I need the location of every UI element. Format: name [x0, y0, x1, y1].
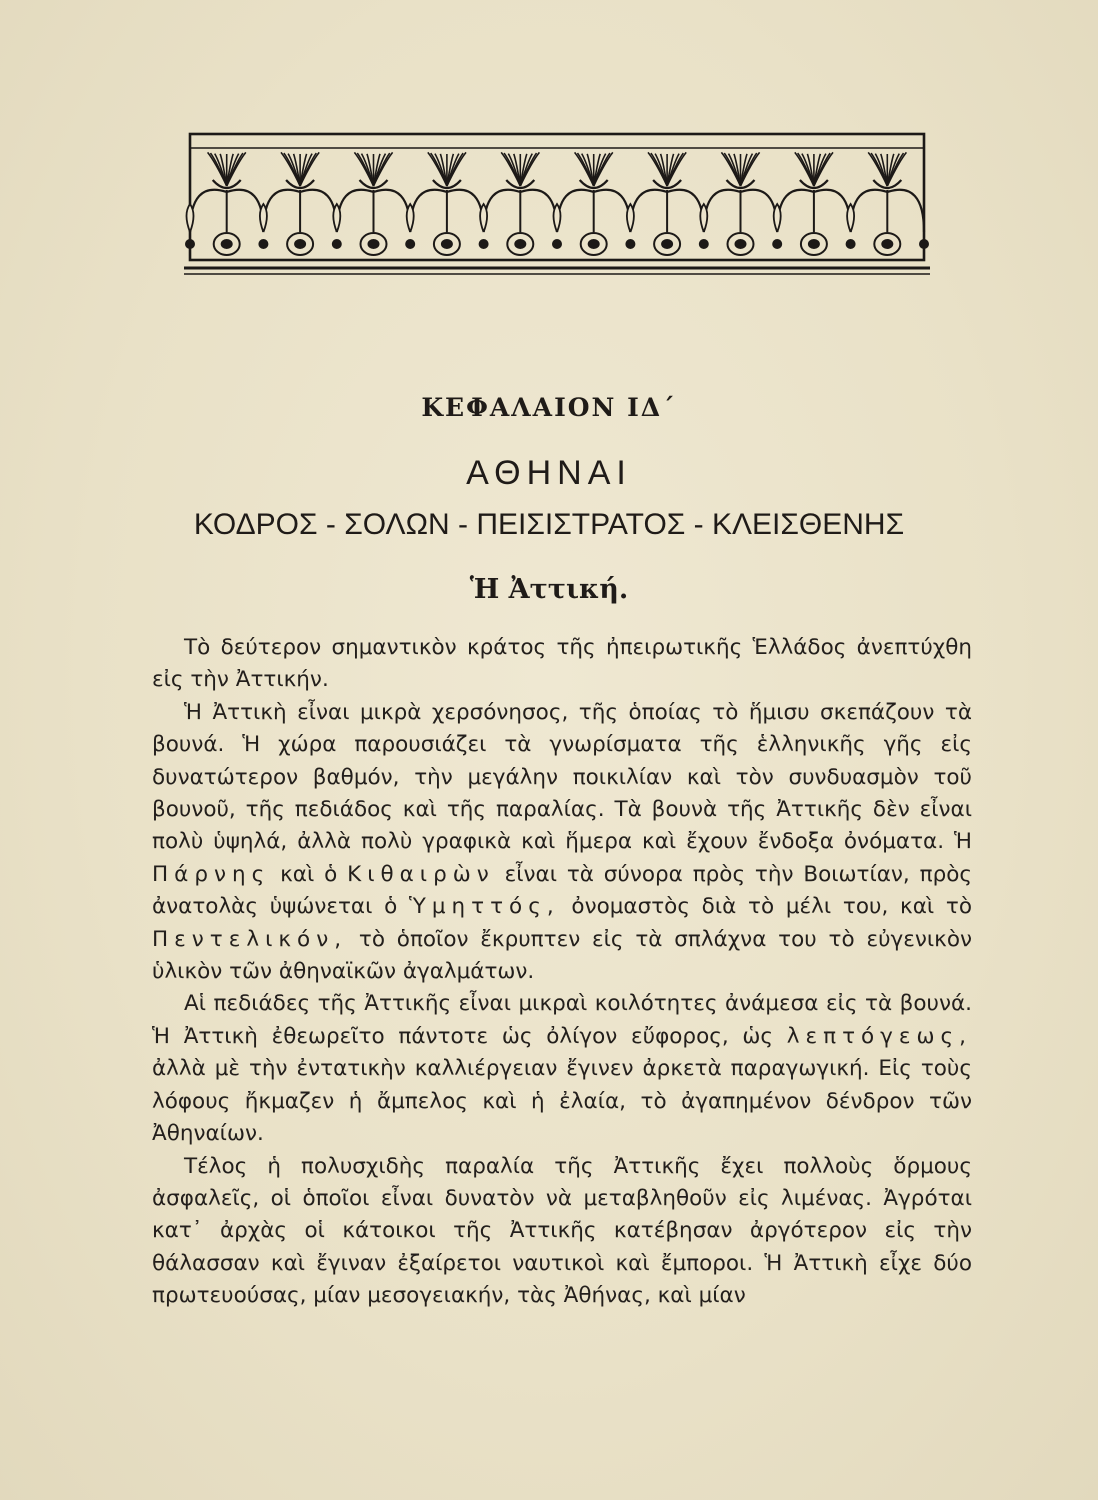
paragraph-3: [152, 988, 972, 1150]
term-leptogeos: λεπτόγεως,: [786, 1023, 972, 1049]
place-name-hymettos: Ὑμηττός,: [409, 894, 560, 920]
paragraph-1: Τὸ δεύτερον σημαντικὸν κράτος τῆς ἠπειρωτικῆς Ἑλλάδος ἀνεπτύχθη εἰς τὴν Ἀττικήν.: [152, 635, 972, 693]
paragraph-4: Τέλος ἡ πολυσχιδὴς παραλία τῆς Ἀττικῆς ἔχει πολλοὺς ὅρμους ἀσφαλεῖς, οἱ ὁποῖοι εἶναι δυνατὸν νὰ μεταβληθοῦν εἰς λιμένας. Ἀγρόται κατ᾽ ἀρχὰς οἱ κάτοικοι τῆς Ἀττικῆς κατέβησαν ἀργότερον εἰς τὴν θάλασσαν καὶ ἔγιναν ἐξαίρετοι ναυτικοὶ καὶ ἔμποροι. Ἡ Ἀττικὴ εἶχε δύο πρωτευούσας, μίαν μεσογειακήν, τὰς Ἀθήνας, καὶ μίαν: [152, 1153, 972, 1309]
chapter-subtitle: ΚΟΔΡΟΣ - ΣΟΛΩΝ - ΠΕΙΣΙΣΤΡΑΤΟΣ - ΚΛΕΙΣΘΕΝΗΣ: [193, 508, 905, 541]
paragraph-2-text-e: τὸ ὁποῖον ἔκρυπτεν εἰς τὰ σπλάχνα του τὸ εὐγενικὸν ὑλικὸν τῶν ἀθηναϊκῶν ἀγαλμάτων.: [152, 926, 972, 985]
place-name-kithairon: Κιθαιρὼν: [347, 861, 495, 887]
chapter-title: ΑΘΗΝΑΙ: [466, 454, 632, 492]
place-name-pentelikon: Πεντελικόν,: [152, 926, 348, 952]
paragraph-2: [152, 697, 972, 989]
body-text: [152, 632, 972, 1313]
paragraph-2-text-d: ὀνομαστὸς διὰ τὸ μέλι του, καὶ τὸ: [571, 894, 972, 920]
paragraph-2-text-c: εἶναι τὰ σύνορα πρὸς τὴν Βοιωτίαν, πρὸς ἀνατολὰς ὑψώνεται ὁ: [152, 861, 972, 920]
chapter-label: ΚΕΦΑΛΑΙΟΝ ΙΔ΄: [421, 393, 677, 422]
place-name-parnes: Πάρνης: [152, 861, 271, 887]
palmette-frieze-icon: [184, 128, 930, 280]
paragraph-3-text-a: Αἱ πεδιάδες τῆς Ἀττικῆς εἶναι μικραὶ κοιλότητες ἀνάμεσα εἰς τὰ βουνά. Ἡ Ἀττικὴ ἐθεωρεῖτο πάντοτε ὡς ὀλίγον εὔφορος, ὡς: [152, 991, 972, 1049]
paragraph-2-text-b: καὶ ὁ: [280, 861, 338, 887]
section-heading: Ἡ Ἀττική.: [469, 574, 629, 605]
paragraph-2-text-a: Ἡ Ἀττικὴ εἶναι μικρὰ χερσόνησος, τῆς ὁποίας τὸ ἥμισυ σκεπάζουν τὰ βουνά. Ἡ χώρα παρουσιάζει τὰ γνωρίσματα τῆς ἑλληνικῆς γῆς εἰς δυνατώτερον βαθμόν, τὴν μεγάλην ποικιλίαν καὶ τὸν συνδυασμὸν τοῦ βουνοῦ, τῆς πεδιάδος καὶ τῆς παραλίας. Τὰ βουνὰ τῆς Ἀττικῆς δὲν εἶναι πολὺ ὑψηλά, ἀλλὰ πολὺ γραφικὰ καὶ ἥμερα καὶ ἔχουν ἔνδοξα ὀνόματα. Ἡ: [152, 699, 972, 855]
paragraph-3-text-b: ἀλλὰ μὲ τὴν ἐντατικὴν καλλιέργειαν ἔγινεν ἀρκετὰ παραγωγική. Εἰς τοὺς λόφους ἤκμαζεν ἡ ἄμπελος καὶ ἡ ἐλαία, τὸ ἀγαπημένον δένδρον τῶν Ἀθηναίων.: [152, 1056, 972, 1147]
